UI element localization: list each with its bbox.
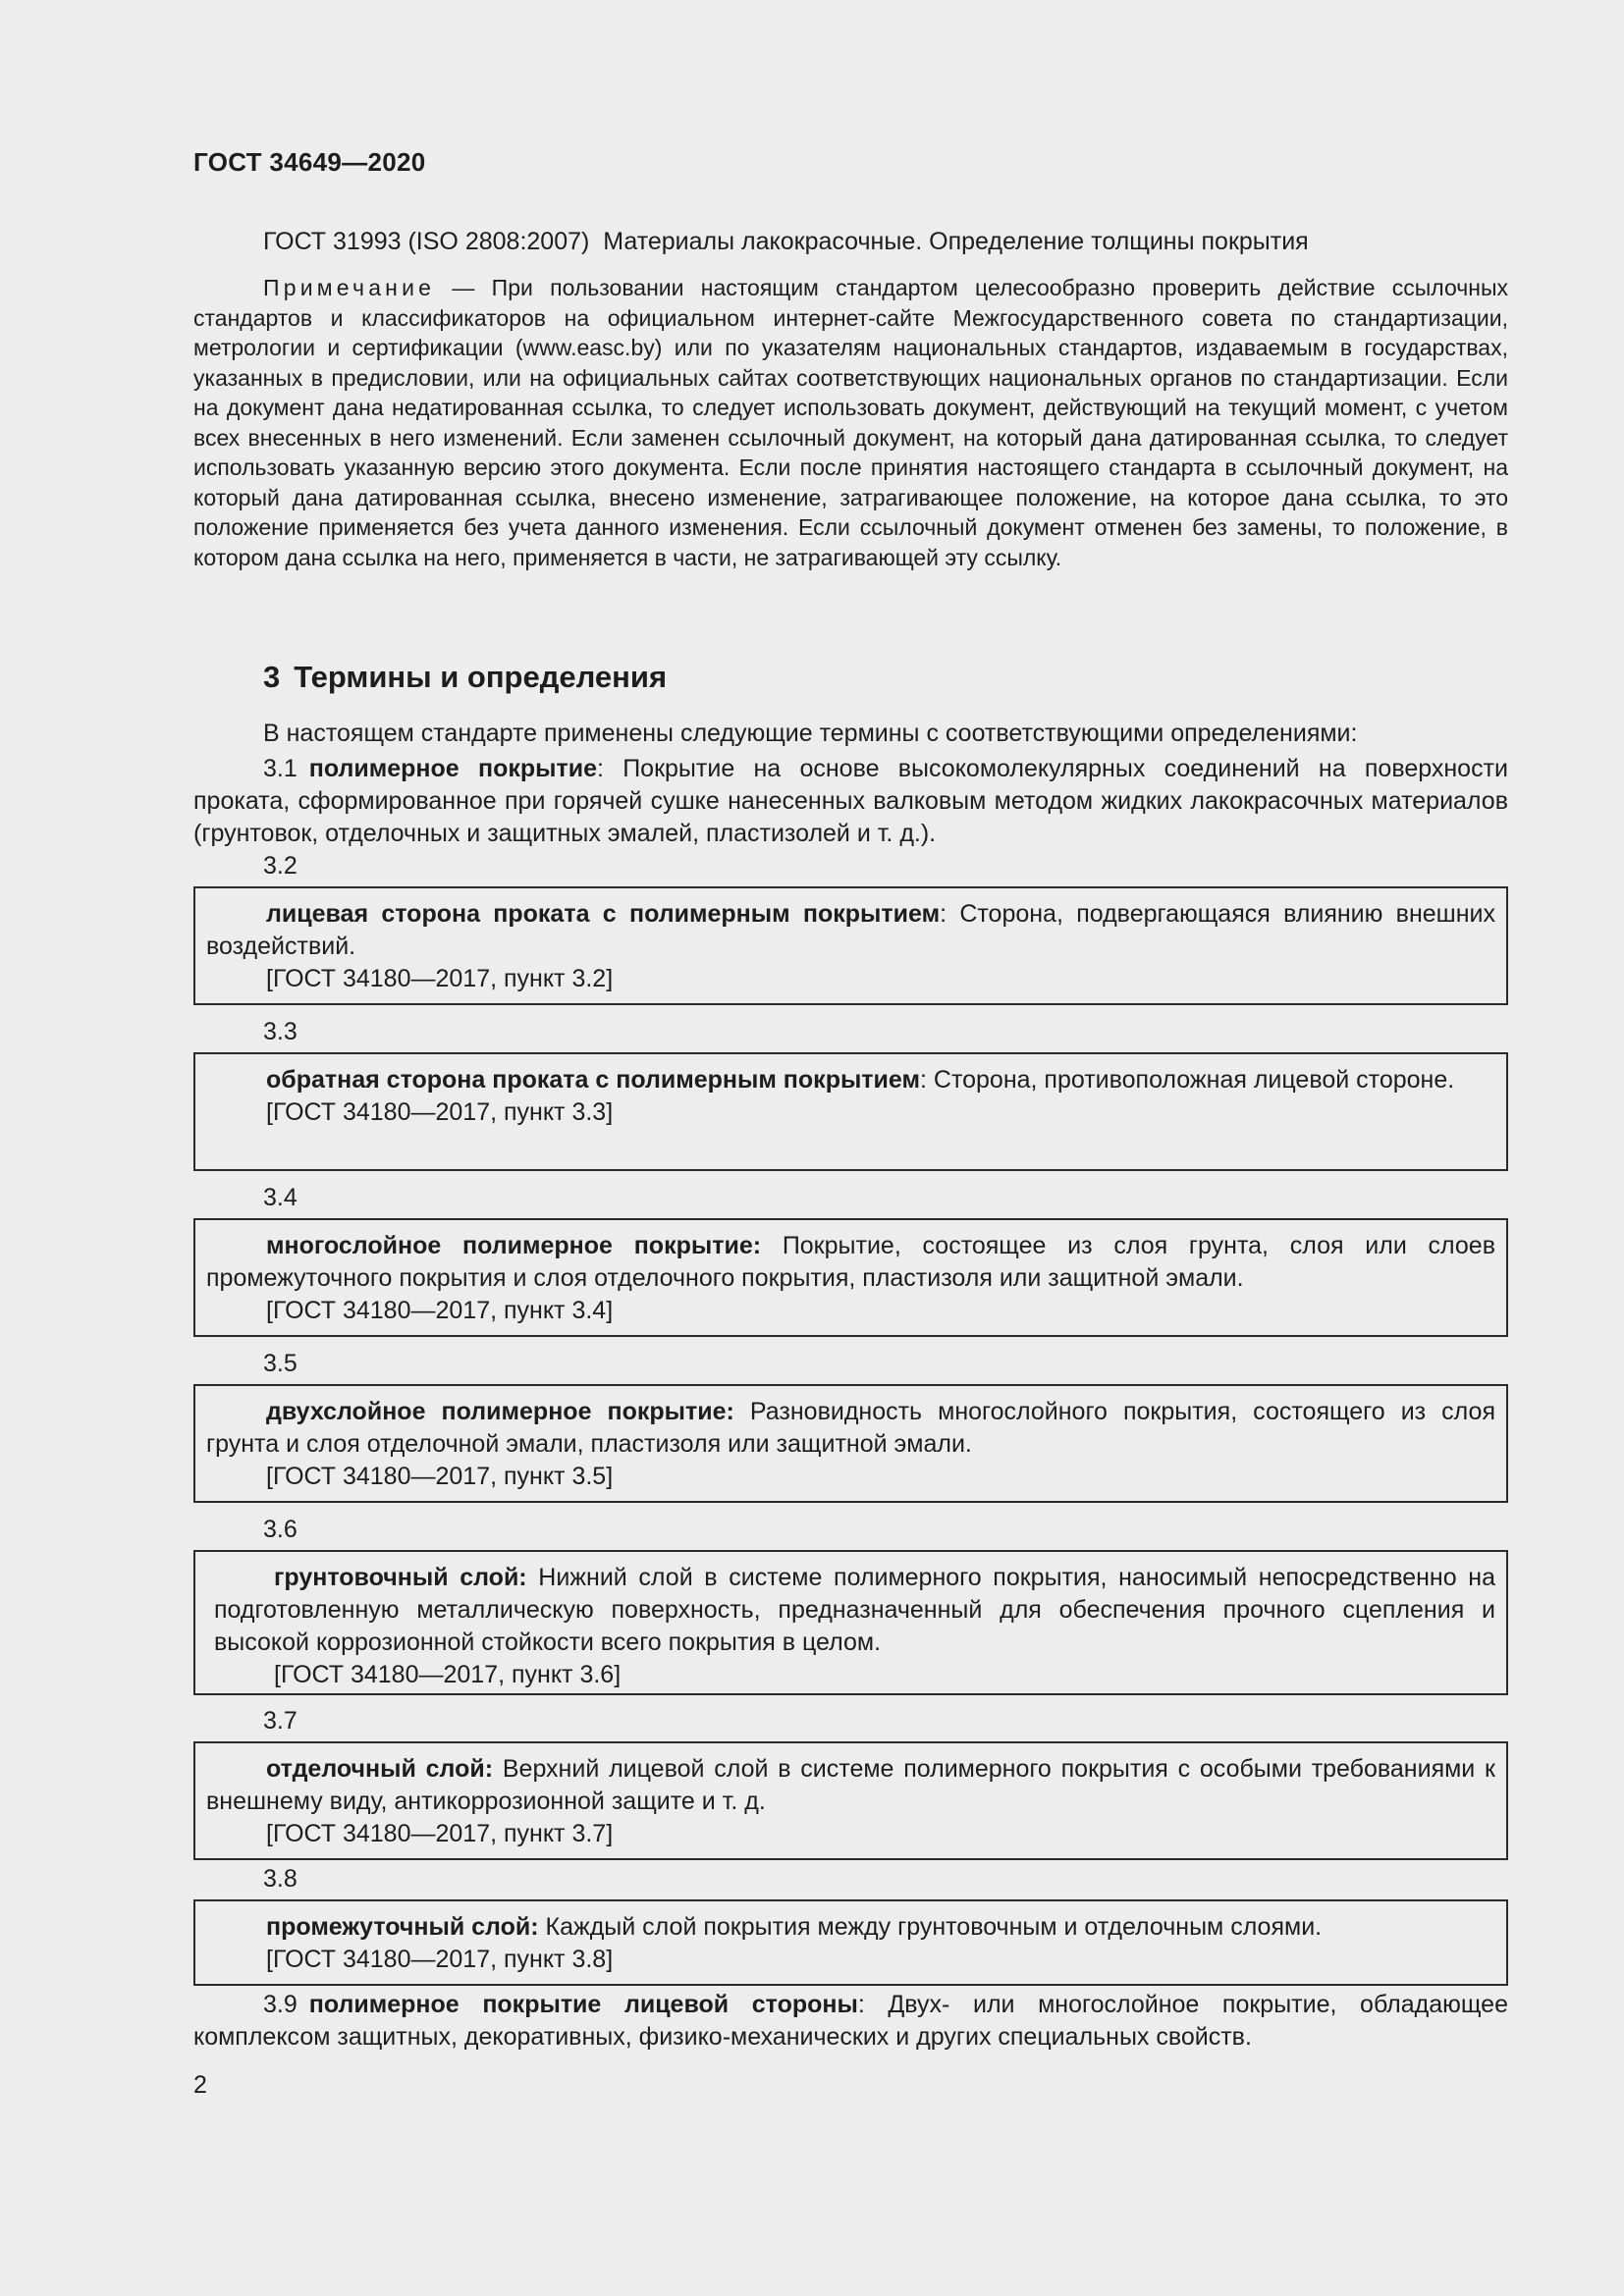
term-definition: Нижний слой в системе полимерного покрытия, наносимый непосредственно на подготовленную металлическую поверхность, предназначенный для обеспечения прочного сцепления и высокой коррозионной стойкости всего покрытия в целом. — [214, 1564, 1495, 1656]
note-text: — При пользовании настоящим стандартом целесообразно проверить действие ссылочных стандартов и классификаторов на официальном интернет-сайте Межгосударственного совета по стандартизации, метрологии и сертификации (www.easc.by) или по указателям национальных стандартов, издаваемым в государствах, указанных в предисловии, или на официальных сайтах соответствующих национальных органов по стандартизации. Если на документ дана недатированная ссылка, то следует использовать документ, действующий на текущий момент, с учетом всех внесенных в него изменений. Если заменен ссылочный документ, на который дана датированная ссылка, то следует использовать указанную версию этого документа. Если после принятия настоящего стандарта в ссылочный документ, на который дана датированная ссылка, внесено изменение, затрагивающее положение, на которое дана ссылка, то это положение применяется без учета данного изменения. Если ссылочный документ отменен без замены, то положение, в котором дана ссылка на него, применяется в части, не затрагивающей эту ссылку. — [193, 275, 1508, 570]
term-box-3-4 — [193, 1218, 1508, 1337]
term-box-3-3 — [193, 1052, 1508, 1171]
reference-title: Материалы лакокрасочные. Определение толщины покрытия — [603, 228, 1309, 255]
term-number: 3.4 — [263, 1184, 298, 1211]
term-definition: : Двух- или многослойное покрытие, обладающее комплексом защитных, декоративных, физико-механических и других специальных свойств. — [193, 1991, 1508, 2051]
term-box-3-7 — [193, 1741, 1508, 1860]
term-definition: : Сторона, противоположная лицевой стороне. — [920, 1066, 1455, 1094]
term-entry — [206, 1064, 1495, 1096]
term-3-9 — [193, 1989, 1508, 2054]
term-source: [ГОСТ 34180—2017, пункт 3.4] — [266, 1297, 614, 1324]
term-entry — [206, 898, 1495, 963]
term-source: [ГОСТ 34180—2017, пункт 3.8] — [266, 1946, 614, 1973]
term-definition: Каждый слой покрытия между грунтовочным и отделочным слоями. — [538, 1913, 1323, 1941]
term-number: 3.9 — [263, 1991, 298, 2018]
term-source: [ГОСТ 34180—2017, пункт 3.6] — [274, 1661, 622, 1688]
term-box-3-8 — [193, 1899, 1508, 1986]
term-number: 3.3 — [263, 1018, 298, 1045]
term-name: двухслойное полимерное покрытие: — [266, 1398, 734, 1425]
section-number: 3 — [263, 660, 281, 694]
document-header: ГОСТ 34649—2020 — [193, 147, 426, 177]
term-definition: Покрытие, состоящее из слоя грунта, слоя или слоев промежуточного покрытия и слоя отделочного покрытия, пластизоля или защитной эмали. — [206, 1232, 1495, 1292]
term-definition: : Сторона, подвергающаяся влиянию внешних воздействий. — [206, 900, 1495, 960]
reference-code: ГОСТ 31993 (ISO 2808:2007) — [263, 228, 590, 255]
term-source: [ГОСТ 34180—2017, пункт 3.7] — [266, 1820, 614, 1847]
normative-reference — [263, 228, 1309, 256]
term-name: лицевая сторона проката с полимерным покрытием — [266, 900, 941, 928]
term-name: отделочный слой: — [266, 1755, 494, 1783]
term-box-3-6 — [193, 1550, 1508, 1695]
term-name: полимерное покрытие лицевой стороны — [308, 1991, 858, 2018]
section-heading — [263, 660, 667, 695]
term-definition: Разновидность многослойного покрытия, состоящего из слоя грунта и слоя отделочной эмали, пластизоля или защитной эмали. — [206, 1398, 1495, 1458]
term-entry — [214, 1562, 1495, 1659]
note-paragraph — [193, 273, 1508, 572]
term-number: 3.8 — [263, 1865, 298, 1893]
term-number: 3.1 — [263, 755, 298, 782]
term-definition: : Покрытие на основе высокомолекулярных соединений на поверхности проката, сформированное при горячей сушке нанесенных валковым методом жидких лакокрасочных материалов (грунтовок, отделочных и защитных эмалей, пластизолей и т. д.). — [193, 755, 1508, 847]
term-number: 3.7 — [263, 1707, 298, 1735]
term-source: [ГОСТ 34180—2017, пункт 3.2] — [266, 965, 614, 992]
term-3-1 — [193, 753, 1508, 850]
term-number: 3.5 — [263, 1350, 298, 1377]
term-source: [ГОСТ 34180—2017, пункт 3.3] — [266, 1098, 614, 1126]
term-entry — [206, 1230, 1495, 1295]
term-entry — [206, 1396, 1495, 1461]
term-entry — [206, 1753, 1495, 1818]
term-source: [ГОСТ 34180—2017, пункт 3.5] — [266, 1463, 614, 1490]
note-label: Примечание — [263, 275, 436, 300]
section-title: Термины и определения — [294, 660, 668, 694]
term-definition: Верхний лицевой слой в системе полимерного покрытия с особыми требованиями к внешнему виду, антикоррозионной защите и т. д. — [206, 1755, 1495, 1815]
term-entry — [206, 1911, 1495, 1944]
term-name: грунтовочный слой: — [274, 1564, 527, 1591]
section-intro: В настоящем стандарте применены следующие термины с соответствующими определениями: — [263, 720, 1358, 747]
term-name: полимерное покрытие — [308, 755, 597, 782]
term-name: промежуточный слой: — [266, 1913, 539, 1941]
page-number: 2 — [193, 2071, 207, 2099]
term-name: обратная сторона проката с полимерным покрытием — [266, 1066, 920, 1094]
term-number: 3.2 — [263, 852, 298, 880]
term-box-3-5 — [193, 1384, 1508, 1503]
term-box-3-2 — [193, 886, 1508, 1005]
term-number: 3.6 — [263, 1516, 298, 1543]
term-name: многослойное полимерное покрытие: — [266, 1232, 762, 1259]
